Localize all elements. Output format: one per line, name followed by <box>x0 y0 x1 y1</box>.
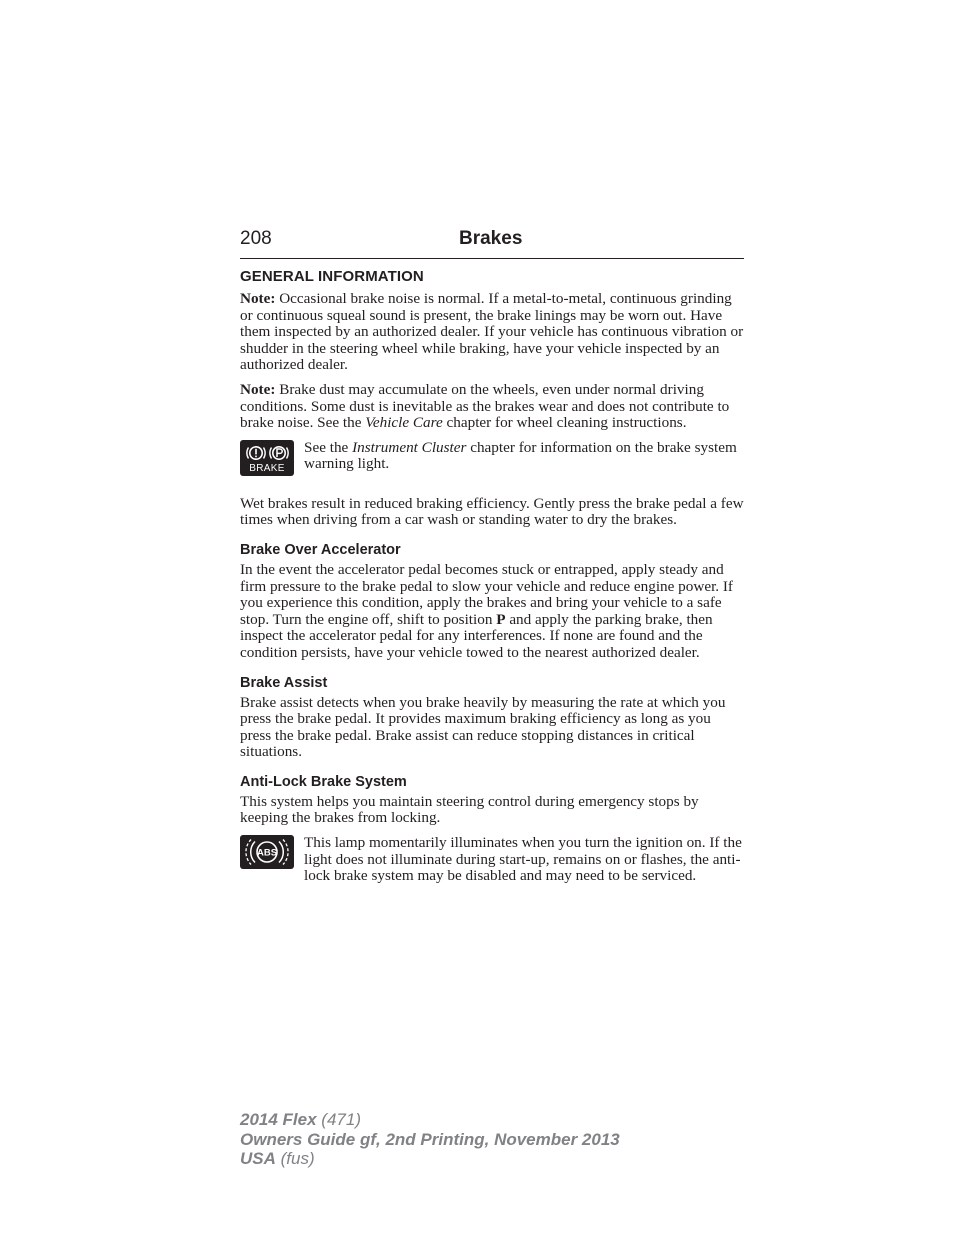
footer-region: USA <box>240 1149 276 1168</box>
brake-icon-label: BRAKE <box>249 462 285 474</box>
boa-text-a: In the event the accelerator pedal becomes stuck or entrapped, apply steady and firm pressure to the brake pedal to slow your vehicle and reduce engine power. If you experience this condition, apply the brakes and bring your vehicle to a safe stop. Turn the engine off, shift to position <box>240 560 733 628</box>
brake-warning-text-b: chapter for information on the brake system warning light. <box>304 438 737 473</box>
position-p: P <box>496 610 506 628</box>
footer-region-line <box>240 1149 620 1169</box>
note-label: Note: <box>240 380 276 398</box>
footer-model-line <box>240 1110 620 1130</box>
page-header <box>240 228 744 259</box>
brake-warning-text-a: See the <box>304 438 353 456</box>
brake-assist-text: Brake assist detects when you brake heavily by measuring the rate at which you press the brake pedal. It provides maximum braking efficiency as long as you press the brake pedal. Brake assist can reduce stopping distances in critical situations. <box>240 693 726 761</box>
abs-icon <box>240 835 294 869</box>
note-text: Occasional brake noise is normal. If a metal-to-metal, continuous grinding or continuous squeal sound is present, the brake linings may be worn out. Have them inspected by an authorized dealer. If your vehicle has continuous vibration or shudder in the steering wheel while braking, have your vehicle inspected by an authorized dealer. <box>240 290 744 374</box>
brake-over-accelerator-title: Brake Over Accelerator <box>240 541 401 558</box>
abs-lamp-row <box>240 835 744 885</box>
abs-lamp-text: This lamp momentarily illuminates when you turn the ignition on. If the light does not illuminate during start-up, remains on or flashes, the anti-lock brake system may be disabled and may need to be serviced. <box>304 834 742 885</box>
brake-over-accelerator-text <box>240 562 744 662</box>
brake-warning-row <box>240 440 744 476</box>
footer-region-code: (fus) <box>280 1149 315 1168</box>
note-text-a: Brake dust may accumulate on the wheels, even under normal driving conditions. Some dust is inevitable as the brakes wear and does not contribute to brake noise. See the <box>240 380 730 432</box>
footer-model: 2014 Flex <box>240 1110 317 1129</box>
boa-text-b: and apply the parking brake, then inspect the accelerator pedal for any interferences. If none are found and the condition persists, have your vehicle towed to the nearest authorized dealer. <box>240 610 713 661</box>
note-text-b: chapter for wheel cleaning instructions. <box>442 414 687 432</box>
note-label: Note: <box>240 290 276 307</box>
brake-assist-title: Brake Assist <box>240 674 328 691</box>
page-footer <box>240 1110 620 1169</box>
abs-icon-label: ABS <box>256 847 278 859</box>
abs-text: This system helps you maintain steering control during emergency stops by keeping the brakes from locking. <box>240 792 699 827</box>
section-title: GENERAL INFORMATION <box>240 268 424 285</box>
footer-model-code: (471) <box>321 1110 361 1129</box>
instrument-cluster-reference: Instrument Cluster <box>352 438 467 456</box>
chapter-title: Brakes <box>459 228 523 249</box>
note-brake-noise <box>240 291 744 374</box>
note-brake-dust <box>240 382 744 432</box>
vehicle-care-reference: Vehicle Care <box>365 414 443 432</box>
page-number: 208 <box>240 228 272 249</box>
brake-warning-text <box>304 440 744 473</box>
brake-warning-icon <box>240 440 294 476</box>
abs-title: Anti-Lock Brake System <box>240 773 407 790</box>
page-content <box>240 228 744 885</box>
footer-guide: Owners Guide gf, 2nd Printing, November 2013 <box>240 1129 620 1149</box>
wet-brakes-paragraph: Wet brakes result in reduced braking efficiency. Gently press the brake pedal a few times when driving from a car wash or standing water to dry the brakes. <box>240 494 744 529</box>
